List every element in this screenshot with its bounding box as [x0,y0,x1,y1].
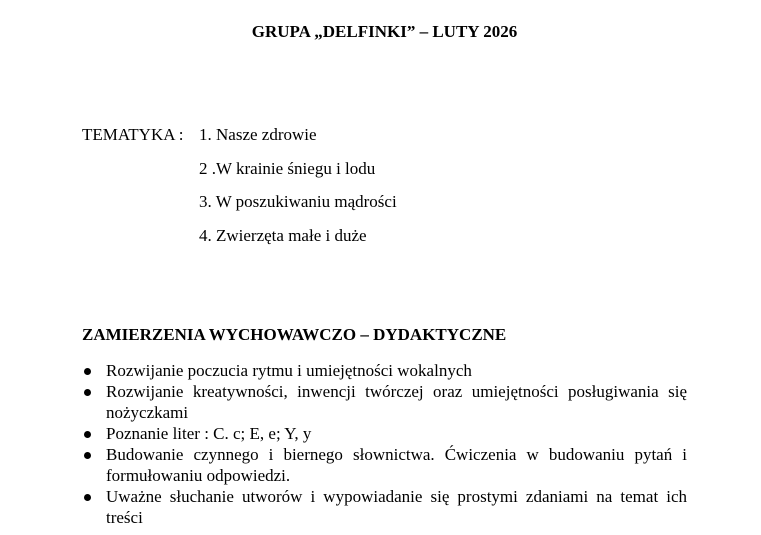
list-item [82,423,687,444]
list-item [82,360,687,381]
list-item [82,486,687,528]
bullet-icon [84,389,91,396]
bullet-icon [84,452,91,459]
topic-item: 3. W poszukiwaniu mądrości [199,192,397,211]
topics-label: TEMATYKA : [82,125,184,144]
topic-item: 1. Nasze zdrowie [199,125,317,144]
list-item-text: Poznanie liter : C. c; E, e; Y, y [106,424,312,443]
topic-item: 2 .W krainie śniegu i lodu [199,159,376,178]
list-item [82,381,687,423]
document-title: GRUPA „DELFINKI” – LUTY 2026 [251,22,518,41]
list-item-text: Budowanie czynnego i biernego słownictwa. Ćwiczenia w budowaniu pytań i formułowaniu odpowiedzi. [106,445,687,485]
list-item-text: Uważne słuchanie utworów i wypowiadanie się prostymi zdaniami na temat ich treści [106,487,687,527]
topic-item: 4. Zwierzęta małe i duże [199,226,367,245]
section-heading: ZAMIERZENIA WYCHOWAWCZO – DYDAKTYCZNE [82,325,507,344]
bullet-icon [84,431,91,438]
list-item-text: Rozwijanie kreatywności, inwencji twórczej oraz umiejętności posługiwania się nożyczkami [106,382,687,422]
goals-list [82,360,687,528]
bullet-icon [84,494,91,501]
bullet-icon [84,368,91,375]
list-item [82,444,687,486]
list-item-text: Rozwijanie poczucia rytmu i umiejętności wokalnych [106,361,472,380]
